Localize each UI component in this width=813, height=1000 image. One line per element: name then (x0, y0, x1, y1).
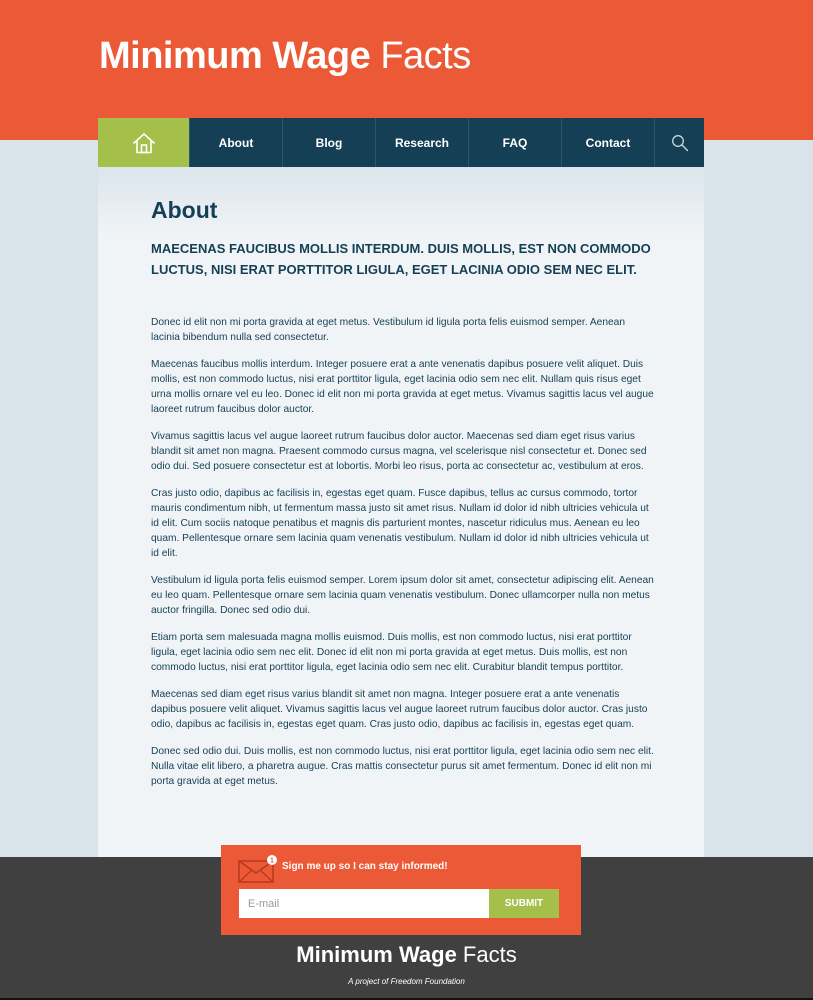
home-icon (132, 132, 156, 154)
lead-heading: MAECENAS FAUCIBUS MOLLIS INTERDUM. DUIS MOLLIS, EST NON COMMODO LUCTUS, NISI ERAT PORTTITOR LIGULA, EGET LACINIA ODIO SEM NEC ELIT. (151, 241, 651, 277)
paragraph: Maecenas faucibus mollis interdum. Integer posuere erat a ante venenatis dapibus posuere velit aliquet. Duis mollis, est non commodo luctus, nisi erat porttitor ligula, eget lacinia odio sem nec elit. Nullam quis risus eget urna mollis ornare vel eu leo. Donec id elit non mi porta gravida at eget metus. Vivamus sagittis lacus vel augue laoreet rutrum faucibus dolor auctor. (151, 359, 654, 415)
signup-prompt: Sign me up so I can stay informed! (282, 861, 448, 872)
footer-logo[interactable]: Minimum Wage Facts (296, 942, 517, 967)
main-nav (98, 118, 704, 167)
search-icon (671, 134, 689, 152)
body-text (151, 315, 656, 801)
nav-item-contact[interactable]: Contact (561, 118, 654, 167)
notification-badge: 1 (270, 857, 274, 865)
paragraph: Vestibulum id ligula porta felis euismod semper. Lorem ipsum dolor sit amet, consectetur adipiscing elit. Aenean eu leo quam. Pellentesque ornare sem lacinia quam venenatis vestibulum. Donec ullamcorper nulla non metus auctor fringilla. Donec sed odio dui. (151, 575, 654, 616)
nav-item-about[interactable]: About (189, 118, 282, 167)
footer-tagline: A project of Freedom Foundation (348, 977, 465, 986)
email-input[interactable] (239, 889, 489, 918)
nav-item-blog[interactable]: Blog (282, 118, 375, 167)
paragraph: Etiam porta sem malesuada magna mollis euismod. Duis mollis, est non commodo luctus, nisi erat porttitor ligula, eget lacinia odio sem nec elit. Donec id elit non mi porta gravida at eget metus. Duis mollis, est non commodo luctus, nisi erat porttitor ligula, eget lacinia odio sem nec elit. Curabitur blandit tempus porttitor. (151, 632, 632, 673)
paragraph: Donec id elit non mi porta gravida at eget metus. Vestibulum id ligula porta felis euismod semper. Aenean lacinia bibendum nulla sed consectetur. (151, 317, 625, 343)
nav-home-button[interactable] (98, 118, 189, 167)
nav-item-research[interactable]: Research (375, 118, 468, 167)
paragraph: Maecenas sed diam eget risus varius blandit sit amet non magna. Integer posuere erat a ante venenatis dapibus posuere velit aliquet. Vivamus sagittis lacus vel augue laoreet rutrum faucibus dolor auctor. Cras justo odio, dapibus ac facilisis in, egestas eget quam. Cras justo odio, dapibus ac facilisis in, egestas eget quam. (151, 689, 648, 730)
newsletter-signup (221, 845, 581, 935)
main-content (98, 167, 704, 857)
mail-icon (238, 854, 278, 884)
page-title: About (151, 197, 218, 223)
paragraph: Vivamus sagittis lacus vel augue laoreet rutrum faucibus dolor auctor. Maecenas sed diam eget risus varius blandit sit amet non magna. Praesent commodo cursus magna, vel scelerisque nisl consectetur et. Donec sed odio dui. Sed posuere consectetur est at lobortis. Morbi leo risus, porta ac consectetur ac, vestibulum at eros. (151, 431, 647, 472)
nav-item-faq[interactable]: FAQ (468, 118, 561, 167)
nav-search-button[interactable] (654, 118, 704, 167)
paragraph: Cras justo odio, dapibus ac facilisis in, egestas eget quam. Fusce dapibus, tellus ac cursus commodo, tortor mauris condimentum nibh, ut fermentum massa justo sit amet risus. Nullam id dolor id nibh ultricies vehicula ut id elit. Cum sociis natoque penatibus et magnis dis parturient montes, nascetur ridiculus mus. Aenean eu leo quam. Pellentesque ornare sem lacinia quam venenatis vestibulum. Nullam id dolor id nibh ultricies vehicula ut id elit. (151, 488, 649, 559)
paragraph: Donec sed odio dui. Duis mollis, est non commodo luctus, nisi erat porttitor ligula, eget lacinia odio sem nec elit. Nulla vitae elit libero, a pharetra augue. Cras mattis consectetur purus sit amet fermentum. Donec id elit non mi porta gravida at eget metus. (151, 746, 654, 787)
submit-button[interactable]: SUBMIT (489, 889, 559, 918)
site-logo[interactable]: Minimum Wage Facts (99, 35, 471, 77)
